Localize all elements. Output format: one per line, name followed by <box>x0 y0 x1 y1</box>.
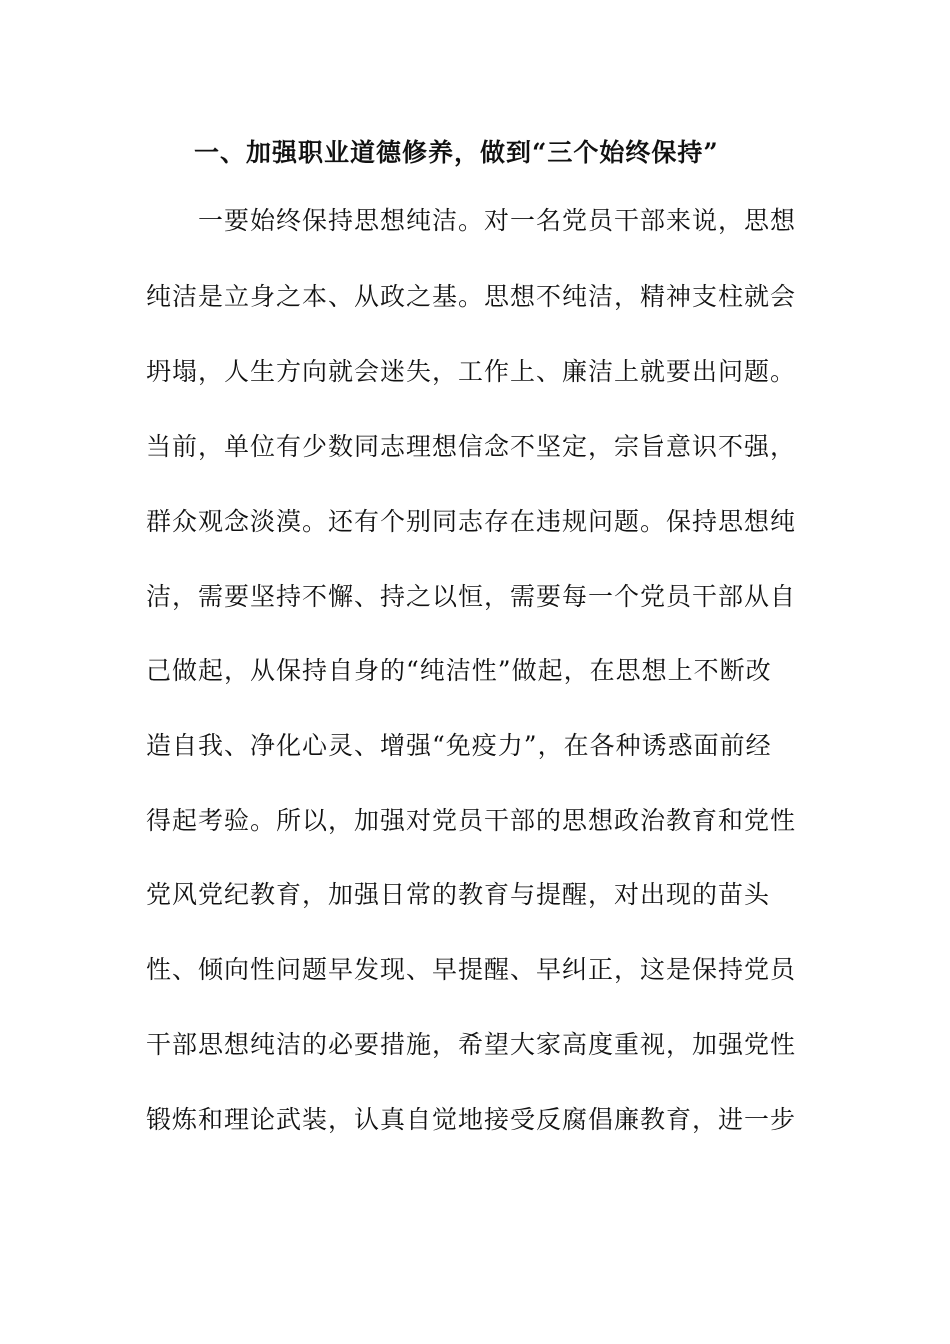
paragraph-line: 群众观念淡漠。还有个别同志存在违规问题。保持思想纯 <box>146 507 797 536</box>
paragraph-line: 造自我、净化心灵、增强“免疫力”，在各种诱惑面前经 <box>146 731 772 760</box>
paragraph-line: 坍塌，人生方向就会迷失，工作上、廉洁上就要出问题。 <box>146 357 797 386</box>
paragraph-line: 锻炼和理论武装，认真自觉地接受反腐倡廉教育，进一步 <box>146 1105 797 1134</box>
paragraph-line: 干部思想纯洁的必要措施，希望大家高度重视，加强党性 <box>146 1030 797 1059</box>
section-heading: 一、加强职业道德修养，做到“三个始终保持” <box>194 138 719 167</box>
paragraph-line: 党风党纪教育，加强日常的教育与提醒，对出现的苗头 <box>146 880 771 909</box>
paragraph-line: 己做起，从保持自身的“纯洁性”做起，在思想上不断改 <box>146 656 772 685</box>
paragraph-line: 得起考验。所以，加强对党员干部的思想政治教育和党性 <box>146 806 797 835</box>
paragraph-line: 性、倾向性问题早发现、早提醒、早纠正，这是保持党员 <box>146 955 797 984</box>
paragraph-line: 纯洁是立身之本、从政之基。思想不纯洁，精神支柱就会 <box>146 282 797 311</box>
paragraph-line: 当前，单位有少数同志理想信念不坚定，宗旨意识不强， <box>146 432 797 461</box>
paragraph-line: 一要始终保持思想纯洁。对一名党员干部来说，思想 <box>198 206 797 235</box>
paragraph-line: 洁，需要坚持不懈、持之以恒，需要每一个党员干部从自 <box>146 582 797 611</box>
